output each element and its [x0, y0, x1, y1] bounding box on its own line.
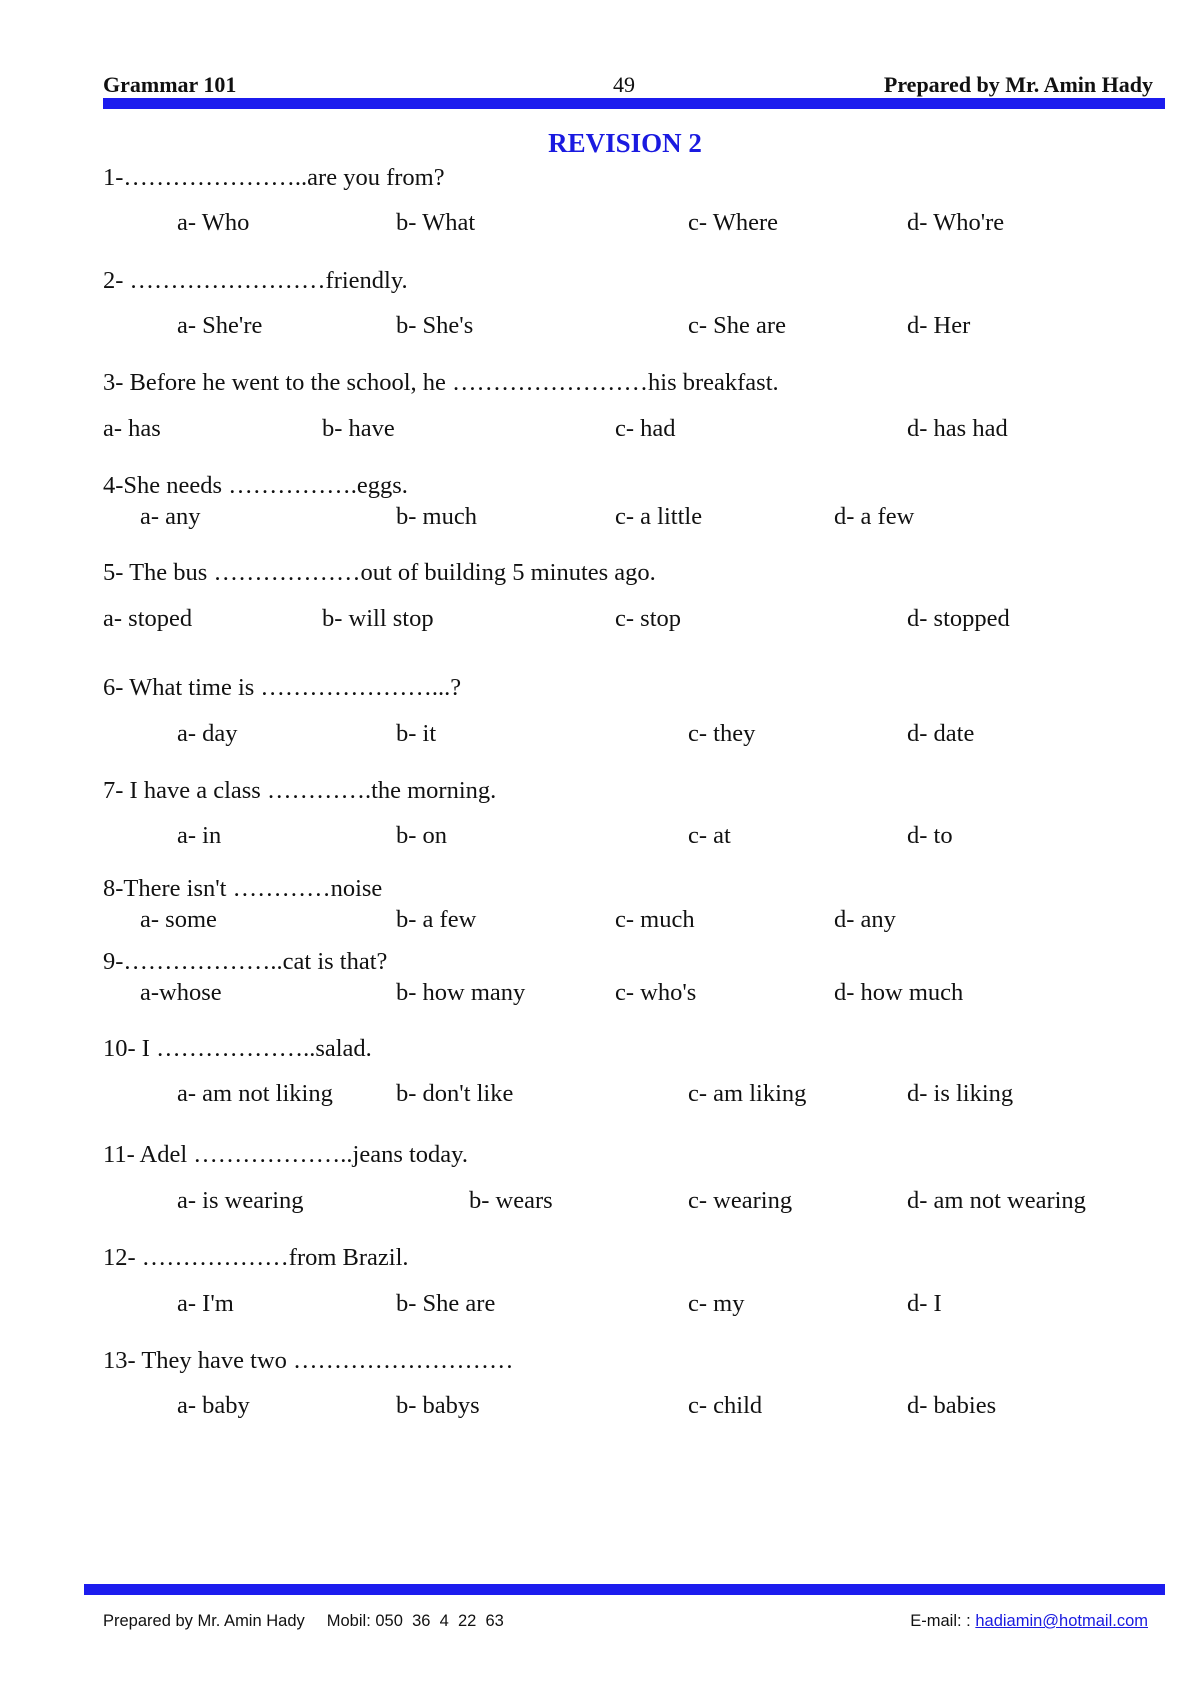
question-8-option-a[interactable]: a- some: [140, 906, 217, 933]
question-4: 4-She needs …………….eggs.: [103, 472, 408, 499]
page-number: 49: [613, 72, 635, 97]
question-6-option-b[interactable]: b- it: [396, 720, 437, 747]
question-1-option-a[interactable]: a- Who: [177, 209, 250, 236]
footer-mobile-label: Mobil:: [326, 1612, 371, 1630]
question-1-option-b[interactable]: b- What: [396, 209, 476, 236]
footer-email-label: E-mail: :: [910, 1612, 971, 1630]
question-10-option-b[interactable]: b- don't like: [396, 1080, 514, 1107]
footer-email-link[interactable]: hadiamin@hotmail.com: [975, 1612, 1148, 1630]
question-5-option-d[interactable]: d- stopped: [907, 605, 1010, 632]
question-13-option-c[interactable]: c- child: [688, 1392, 763, 1419]
footer-right: [910, 1610, 1148, 1632]
question-6-option-d[interactable]: d- date: [907, 720, 975, 747]
question-9: 9-………………..cat is that?: [103, 948, 388, 975]
header-rule: [103, 98, 1165, 109]
question-7-option-d[interactable]: d- to: [907, 822, 953, 849]
question-1-option-c[interactable]: c- Where: [688, 209, 778, 236]
question-7-option-b[interactable]: b- on: [396, 822, 448, 849]
question-13: 13- They have two ………………………: [103, 1347, 514, 1374]
question-8-option-c[interactable]: c- much: [615, 906, 695, 933]
question-7-option-a[interactable]: a- in: [177, 822, 222, 849]
question-12-option-d[interactable]: d- I: [907, 1290, 942, 1317]
question-3-option-c[interactable]: c- had: [615, 415, 676, 442]
question-7: 7- I have a class ………….the morning.: [103, 777, 497, 804]
question-10: 10- I ………………..salad.: [103, 1035, 372, 1062]
question-12-option-c[interactable]: c- my: [688, 1290, 745, 1317]
question-12-option-b[interactable]: b- She are: [396, 1290, 496, 1317]
question-2-option-b[interactable]: b- She's: [396, 312, 474, 339]
question-8-option-b[interactable]: b- a few: [396, 906, 477, 933]
page-header: [103, 70, 1153, 100]
revision-title: REVISION 2: [548, 128, 702, 158]
question-9-option-a[interactable]: a-whose: [140, 979, 222, 1006]
question-5-option-a[interactable]: a- stoped: [103, 605, 193, 632]
question-8: 8-There isn't …………noise: [103, 875, 383, 902]
question-1: 1-…………………..are you from?: [103, 164, 445, 191]
question-7-option-c[interactable]: c- at: [688, 822, 731, 849]
question-3-option-a[interactable]: a- has: [103, 415, 161, 442]
question-12: 12- ………………from Brazil.: [103, 1244, 409, 1271]
question-5-option-c[interactable]: c- stop: [615, 605, 681, 632]
question-8-option-d[interactable]: d- any: [834, 906, 896, 933]
question-13-option-a[interactable]: a- baby: [177, 1392, 250, 1419]
question-12-option-a[interactable]: a- I'm: [177, 1290, 234, 1317]
question-3-option-d[interactable]: d- has had: [907, 415, 1008, 442]
question-1-option-d[interactable]: d- Who're: [907, 209, 1005, 236]
question-11: 11- Adel ………………..jeans today.: [103, 1141, 468, 1168]
question-2: 2- ……………………friendly.: [103, 267, 408, 294]
header-title: Grammar 101: [103, 72, 237, 97]
question-6: 6- What time is …………………...?: [103, 674, 462, 701]
question-2-option-d[interactable]: d- Her: [907, 312, 971, 339]
header-author: Prepared by Mr. Amin Hady: [883, 72, 1153, 97]
footer-left: [103, 1610, 504, 1632]
question-11-option-d[interactable]: d- am not wearing: [907, 1187, 1086, 1214]
question-5-option-b[interactable]: b- will stop: [322, 605, 434, 632]
question-2-option-a[interactable]: a- She're: [177, 312, 263, 339]
question-10-option-a[interactable]: a- am not liking: [177, 1080, 333, 1107]
footer-prepared-by: Prepared by Mr. Amin Hady: [103, 1612, 305, 1630]
question-11-option-c[interactable]: c- wearing: [688, 1187, 793, 1214]
question-4-option-b[interactable]: b- much: [396, 503, 477, 530]
footer-mobile-number: 050 36 4 22 63: [375, 1612, 504, 1630]
question-11-option-a[interactable]: a- is wearing: [177, 1187, 304, 1214]
question-2-option-c[interactable]: c- She are: [688, 312, 786, 339]
question-9-option-b[interactable]: b- how many: [396, 979, 526, 1006]
question-4-option-c[interactable]: c- a little: [615, 503, 703, 530]
question-5: 5- The bus ………………out of building 5 minutes ago.: [103, 559, 656, 586]
question-13-option-b[interactable]: b- babys: [396, 1392, 480, 1419]
question-9-option-d[interactable]: d- how much: [834, 979, 964, 1006]
question-11-option-b[interactable]: b- wears: [469, 1187, 553, 1214]
question-10-option-c[interactable]: c- am liking: [688, 1080, 807, 1107]
question-10-option-d[interactable]: d- is liking: [907, 1080, 1014, 1107]
question-13-option-d[interactable]: d- babies: [907, 1392, 997, 1419]
revision-title-wrap: [0, 128, 1200, 159]
question-9-option-c[interactable]: c- who's: [615, 979, 697, 1006]
question-6-option-a[interactable]: a- day: [177, 720, 238, 747]
question-4-option-d[interactable]: d- a few: [834, 503, 915, 530]
footer-rule: [84, 1584, 1165, 1595]
question-3-option-b[interactable]: b- have: [322, 415, 395, 442]
question-3: 3- Before he went to the school, he ……………………his breakfast.: [103, 369, 779, 396]
question-6-option-c[interactable]: c- they: [688, 720, 756, 747]
question-4-option-a[interactable]: a- any: [140, 503, 201, 530]
